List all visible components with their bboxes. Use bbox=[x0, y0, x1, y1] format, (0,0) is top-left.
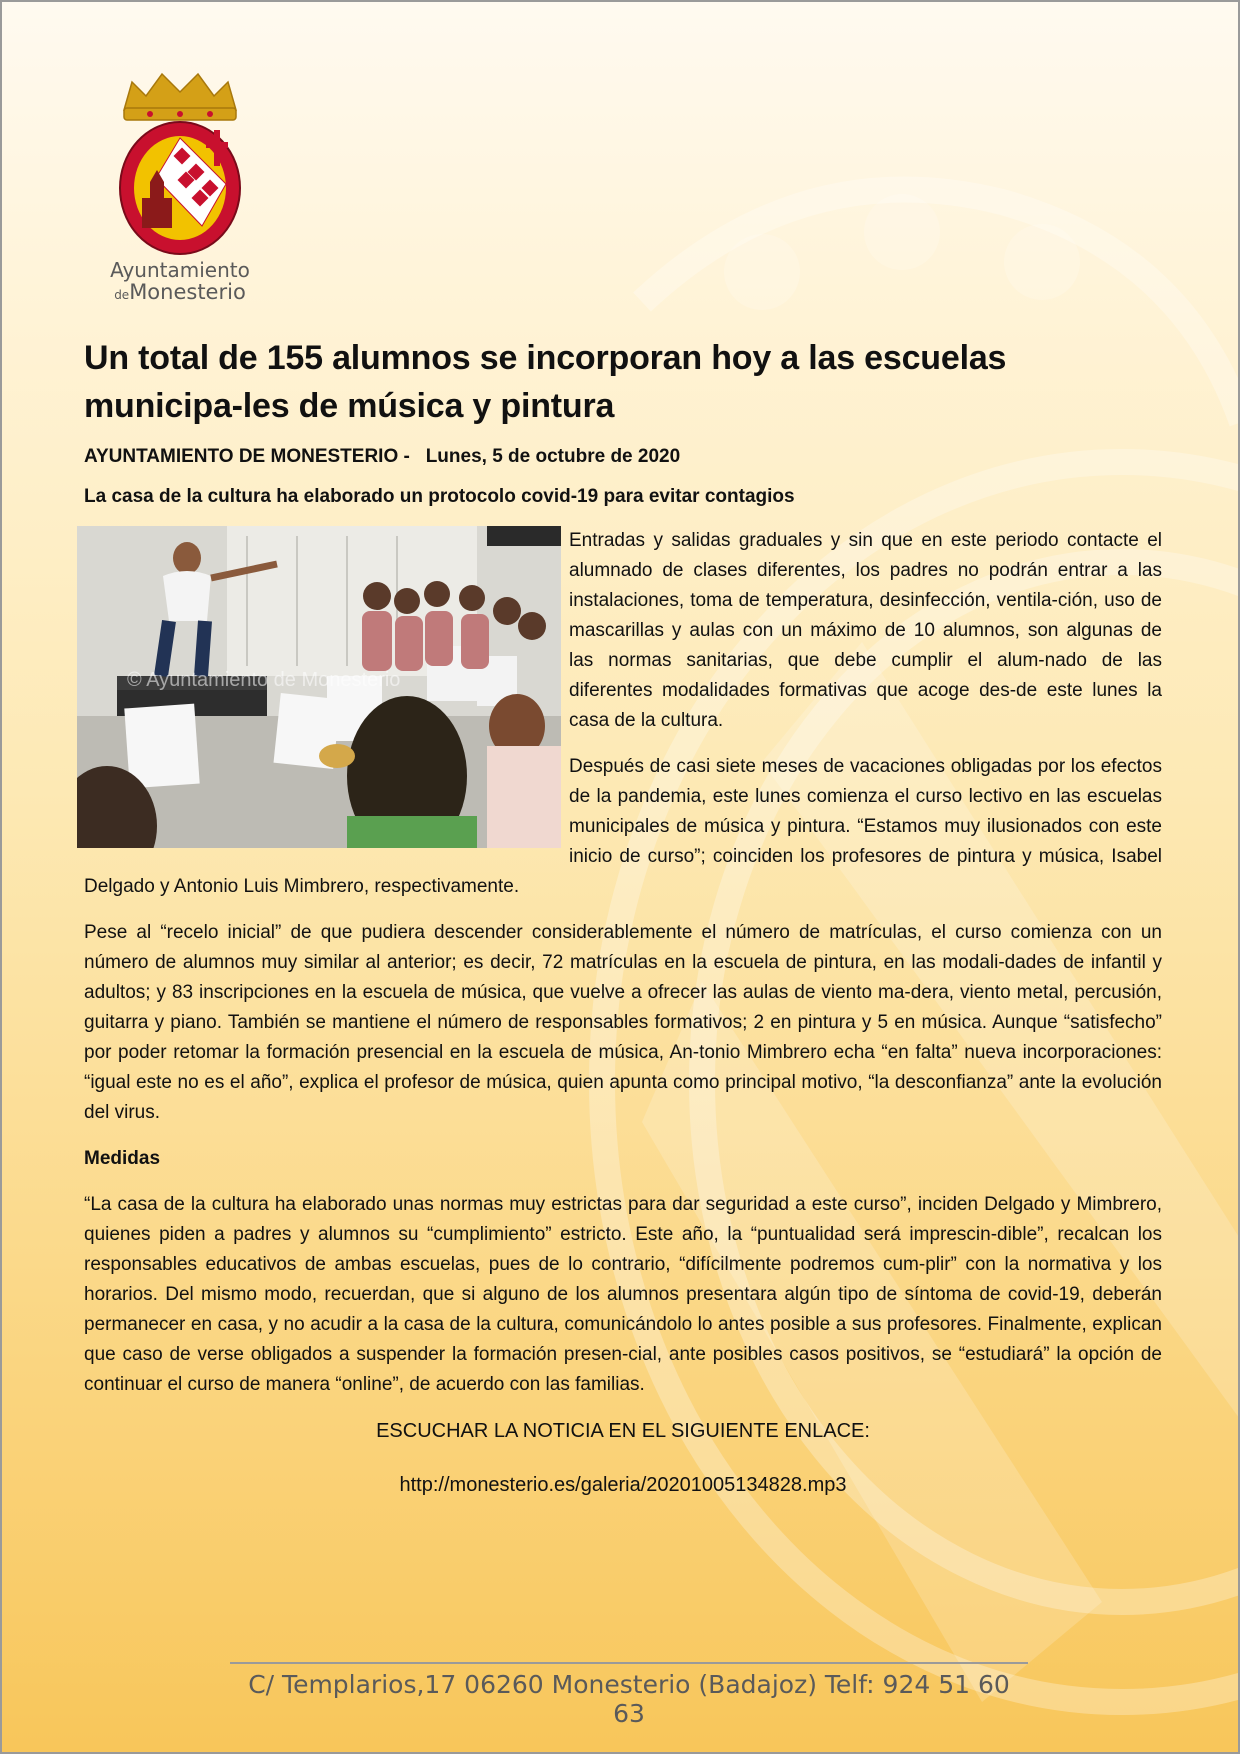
subtitle: La casa de la cultura ha elaborado un protocolo covid-19 para evitar contagios bbox=[84, 486, 795, 507]
paragraph-1: Entradas y salidas graduales y sin que en este periodo contacte el alumnado de clases diferentes, los padres no podrán entrar a las instalaciones, toma de temperatura, desinfección, ventila-ción, uso de mascarillas y aulas con un máximo de 10 alumnos, son algunas de las normas sanitarias, que debe cumplir el alum-nado de las diferentes modalidades formativas que acoge des-de este lunes la casa de la cultura. bbox=[569, 530, 1162, 731]
paragraph-4: “La casa de la cultura ha elaborado unas normas muy estrictas para dar seguridad a este curso”, inciden Delgado y Mimbrero, quienes piden a padres y alumnos su “cumplimiento” estricto. Este año, la “puntualidad será imprescin-dible”, recalcan los responsables educativos de ambas escuelas, pues de lo contrario, “difícilmente podremos cum-plir” con la normativa y los horarios. Del mismo modo, recuerdan, que si alguno de los alumnos presentara algún tipo de síntoma de covid-19, deberán permanecer en casa, y no acudir a la casa de la cultura, comunicándolo lo antes posible a sus profesores. Finalmente, explican que caso de verse obligados a suspender la formación presen-cial, ante posibles casos positivos, se “estudiará” la opción de continuar el curso de manera “online”, de acuerdo con las familias. bbox=[84, 1194, 1162, 1395]
ayuntamiento-logo bbox=[110, 66, 250, 306]
logo-line2-prefix: de bbox=[114, 288, 130, 302]
classroom-photo bbox=[77, 526, 561, 848]
paragraph-2: Después de casi siete meses de vacaciones obligadas por los efectos de la pandemia, este lunes comienza el curso lectivo en las escuelas municipales de música y pintura. “Estamos muy ilusionados con este inicio de curso”; coinciden los profesores de pintura y música, Isabel Delgado y Antonio Luis Mimbrero, respectivamente. bbox=[84, 756, 1162, 897]
article-content bbox=[84, 334, 1162, 1500]
listen-label: ESCUCHAR LA NOTICIA EN EL SIGUIENTE ENLACE: bbox=[376, 1420, 870, 1442]
crest-icon bbox=[110, 66, 250, 266]
logo-line2-name: Monesterio bbox=[129, 280, 246, 304]
footer-divider bbox=[230, 1662, 1028, 1664]
headline: Un total de 155 alumnos se incorporan hoy a las escuelas municipa-les de música y pintura bbox=[84, 339, 1007, 425]
byline-source: AYUNTAMIENTO DE MONESTERIO - bbox=[84, 446, 410, 467]
article-photo bbox=[77, 526, 561, 848]
section-heading-medidas: Medidas bbox=[84, 1148, 161, 1169]
article-body bbox=[84, 526, 1162, 1500]
logo-line1: Ayuntamiento bbox=[110, 258, 250, 282]
byline-date: Lunes, 5 de octubre de 2020 bbox=[425, 446, 681, 467]
audio-link[interactable]: http://monesterio.es/galeria/20201005134828.mp3 bbox=[399, 1474, 847, 1496]
logo-line2 bbox=[110, 280, 250, 304]
paragraph-3: Pese al “recelo inicial” de que pudiera descender considerablemente el número de matrículas, el curso comienza con un número de alumnos muy similar al anterior; es decir, 72 matrículas en la escuela de pintura, en las modali-dades de infantil y adultos; y 83 inscripciones en la escuela de música, que vuelve a ofrecer las aulas de viento ma-dera, viento metal, percusión, guitarra y piano. También se mantiene el número de responsables formativos; 2 en pintura y 5 en música. Aunque “satisfecho” por poder retomar la formación presencial en la escuela de música, An-tonio Mimbrero echa “en falta” nueva incorporaciones: “igual este no es el año”, explica el profesor de música, quien apunta como principal motivo, “la desconfianza” ante la evolución del virus. bbox=[84, 922, 1162, 1123]
footer-address: C/ Templarios,17 06260 Monesterio (Badajoz) Telf: 924 51 60 63 bbox=[248, 1670, 1010, 1728]
photo-watermark: © Ayuntamiento de Monesterio bbox=[127, 669, 401, 691]
byline bbox=[84, 446, 1162, 468]
